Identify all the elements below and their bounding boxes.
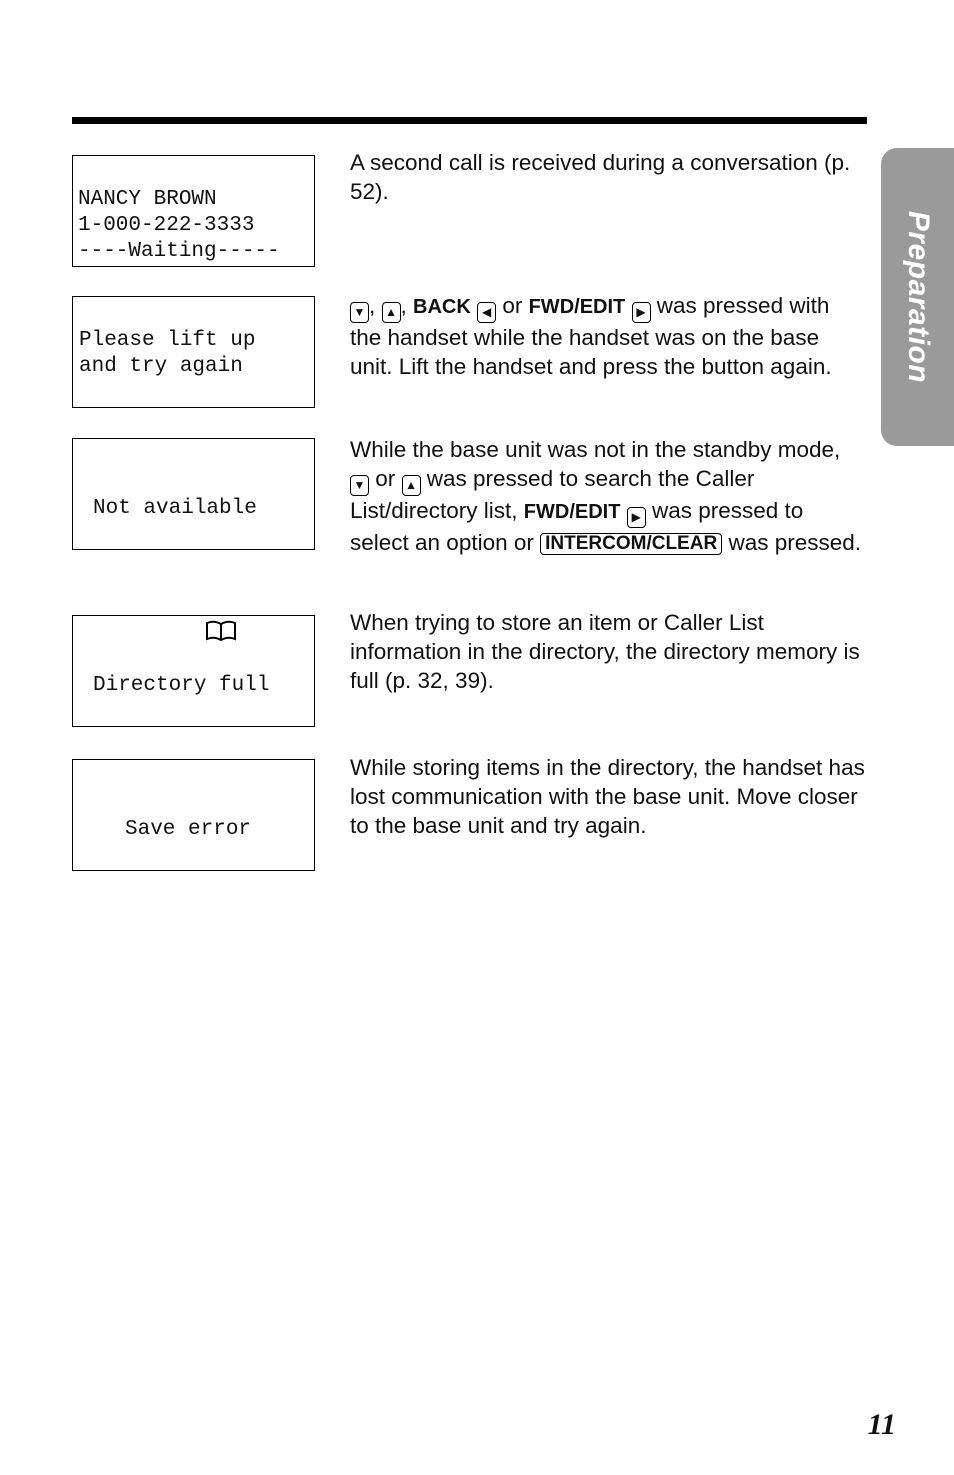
lcd-line: Not available (93, 497, 257, 520)
top-rule (72, 117, 867, 124)
description-directory-full: When trying to store an item or Caller List information in the directory, the directory memory is full (p. 32, 39). (350, 610, 860, 693)
lcd-line: 1-000-222-3333 (78, 214, 255, 237)
fwd-edit-key-label: FWD/EDIT (523, 501, 621, 523)
lcd-display-directory-full (72, 615, 315, 727)
lcd-display-not-available (72, 438, 315, 550)
lcd-line: and try again (79, 355, 243, 378)
intercom-clear-key: INTERCOM/CLEAR (540, 533, 722, 555)
description-lift-up: ▼ , ▲ , BACK ◀ or FWD/EDIT ▶ was pressed with the handset while the handset was on the base unit. Lift the handset and press the button again. (350, 293, 832, 379)
description-save-error: While storing items in the directory, the handset has lost communication with the base unit. Move closer to the base unit and try again. (350, 755, 865, 838)
right-arrow-icon: ▶ (627, 507, 646, 528)
lcd-line: ----Waiting----- (78, 240, 280, 263)
back-key-label: BACK (413, 296, 471, 318)
lcd-display-lift-up (72, 296, 315, 408)
description-not-available: While the base unit was not in the standby mode, ▼ or ▲ was pressed to search the Caller List/directory list, FWD/EDIT ▶ was pressed to select an option or INTERCOM/CLEAR was pressed. (350, 437, 861, 555)
lcd-display-save-error (72, 759, 315, 871)
section-tab-label: Preparation (901, 210, 935, 384)
lcd-line: NANCY BROWN (78, 188, 217, 211)
section-tab (881, 148, 954, 446)
lcd-line: Directory full (93, 674, 270, 697)
description-waiting: A second call is received during a conversation (p. 52). (350, 150, 851, 204)
page-number: 11 (867, 1408, 896, 1441)
up-arrow-icon: ▲ (402, 475, 421, 496)
down-arrow-icon: ▼ (350, 475, 369, 496)
fwd-edit-key-label: FWD/EDIT (528, 296, 626, 318)
up-arrow-icon: ▲ (382, 302, 401, 323)
lcd-line: Save error (125, 818, 252, 841)
down-arrow-icon: ▼ (350, 302, 369, 323)
left-arrow-icon: ◀ (477, 302, 496, 323)
lcd-display-waiting (72, 155, 315, 267)
lcd-line: Please lift up (79, 329, 256, 352)
right-arrow-icon: ▶ (632, 302, 651, 323)
book-icon (205, 620, 237, 642)
